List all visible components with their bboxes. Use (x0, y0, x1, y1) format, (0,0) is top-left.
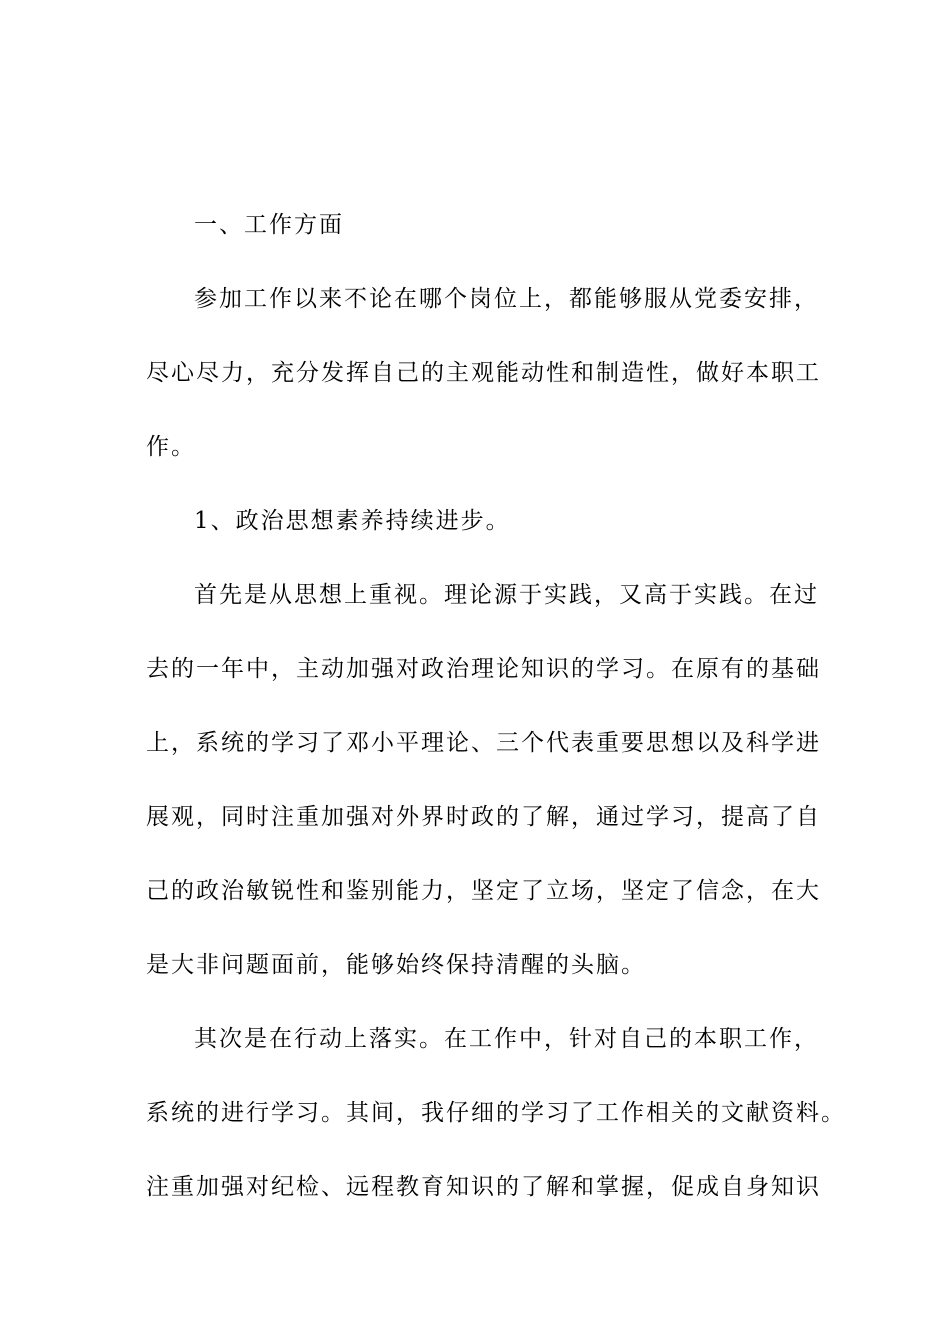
paragraph-line: 注重加强对纪检、远程教育知识的了解和掌握，促成自身知识 (146, 1174, 821, 1200)
paragraph-line: 上，系统的学习了邓小平理论、三个代表重要思想以及科学进 (146, 730, 821, 756)
paragraph-line: 其次是在行动上落实。在工作中，针对自己的本职工作， (194, 1026, 819, 1052)
document-body (146, 200, 846, 1236)
paragraph-line: 尽心尽力，充分发挥自己的主观能动性和制造性，做好本职工 (146, 360, 821, 386)
subsection-heading: 1、政治思想素养持续进步。 (194, 508, 511, 534)
paragraph-line: 己的政治敏锐性和鉴别能力，坚定了立场，坚定了信念，在大 (146, 878, 821, 904)
paragraph-line: 展观，同时注重加强对外界时政的了解，通过学习，提高了自 (146, 804, 821, 830)
paragraph-line: 参加工作以来不论在哪个岗位上，都能够服从党委安排， (194, 286, 819, 312)
paragraph-line: 系统的进行学习。其间，我仔细的学习了工作相关的文献资料。 (146, 1100, 846, 1126)
paragraph-line: 是大非问题面前，能够始终保持清醒的头脑。 (146, 952, 646, 978)
section-heading: 一、工作方面 (194, 212, 344, 238)
paragraph-line: 去的一年中，主动加强对政治理论知识的学习。在原有的基础 (146, 656, 821, 682)
paragraph-line: 作。 (146, 434, 196, 460)
paragraph-line: 首先是从思想上重视。理论源于实践，又高于实践。在过 (194, 582, 819, 608)
